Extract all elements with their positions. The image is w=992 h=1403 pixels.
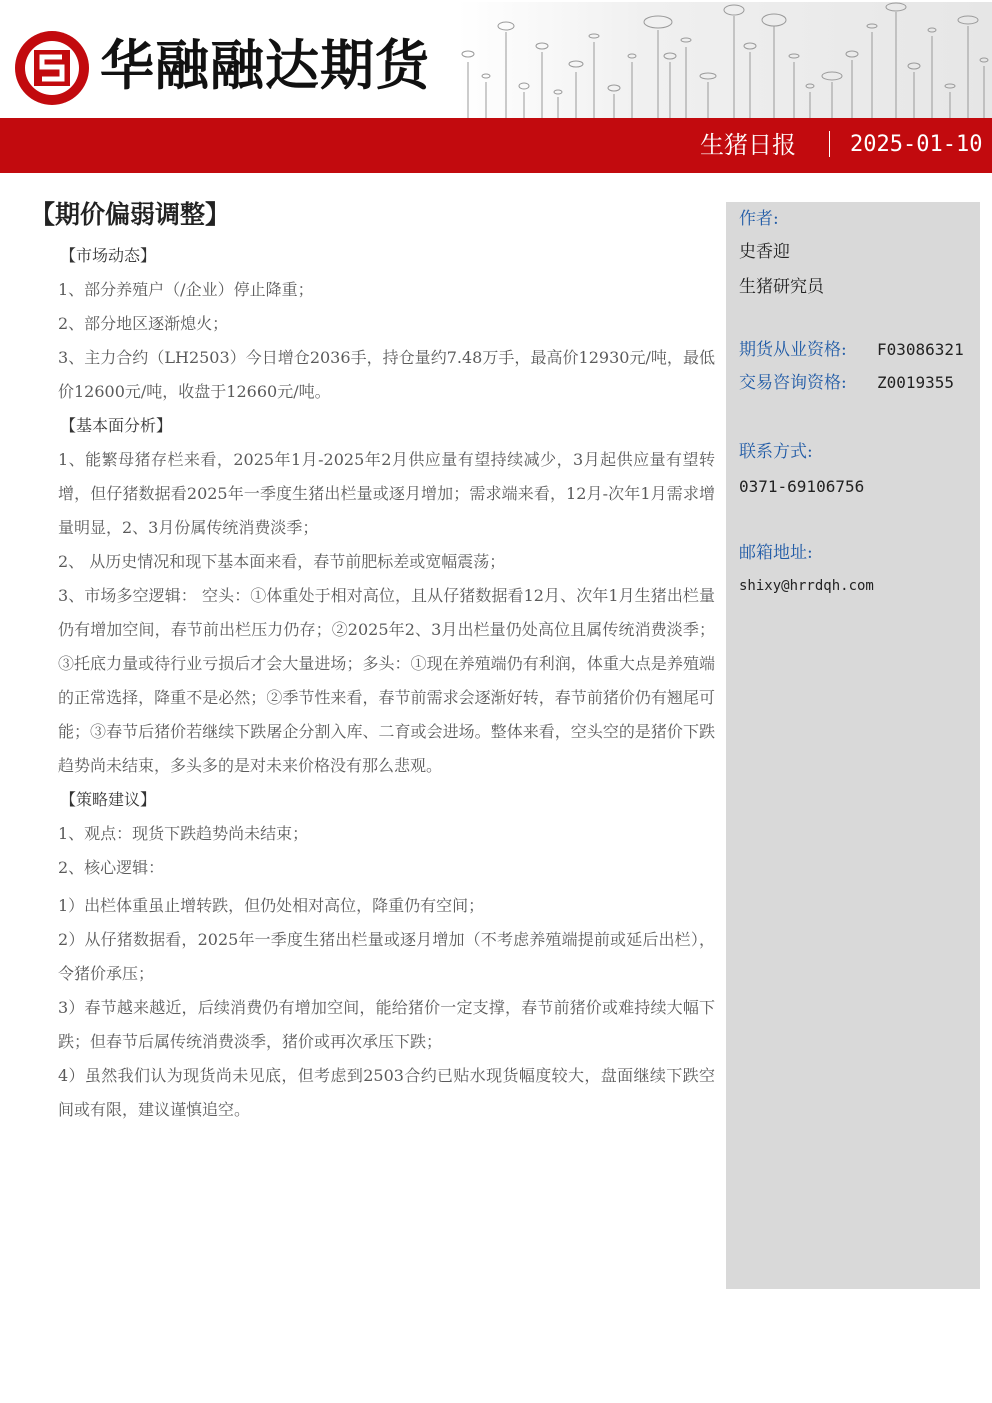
strategy-point: 2）从仔猪数据看，2025年一季度生猪出栏量或逐月增加（不考虑养殖端提前或延后出栏），令猪价承压； [58, 930, 715, 983]
brand-logo-icon [12, 28, 92, 108]
consult-license-label: 交易咨询资格: [739, 373, 847, 393]
author-label: 作者: [739, 209, 779, 229]
futures-license-label: 期货从业资格: [739, 340, 847, 360]
strategy-item: 2、核心逻辑： [58, 858, 165, 877]
report-body [30, 195, 715, 1127]
report-title: 生猪日报 [700, 131, 796, 159]
page-header [0, 0, 992, 118]
header-decoration [458, 2, 992, 118]
section-heading-market: 【市场动态】 [60, 246, 157, 265]
contact-phone: 0371-69106756 [739, 477, 865, 496]
brand-name: 华融融达期货 [100, 34, 430, 97]
author-role: 生猪研究员 [739, 277, 824, 297]
report-date: 2025-01-10 [850, 132, 983, 157]
fundamentals-item: 3、市场多空逻辑： 空头：①体重处于相对高位，且从仔猪数据看12月、次年1月生猪出栏量仍有增加空间，春节前出栏压力仍存；②2025年2、3月出栏量仍处高位且属传统消费淡季；③托底力量或待行业亏损后才会大量进场；多头：①现在养殖端仍有利润，体重大点是养殖端的正常选择，降重不是必然；②季节性来看，春节前需求会逐渐好转，春节前猪价仍有翘尾可能；③春节后猪价若继续下跌屠企分割入库、二育或会进场。整体来看，空头空的是猪价下跌趋势尚未结束，多头多的是对未来价格没有那么悲观。 [58, 586, 715, 775]
title-separator [829, 131, 830, 157]
market-item: 3、主力合约（LH2503）今日增仓2036手，持仓量约7.48万手，最高价12930元/吨，最低价12600元/吨，收盘于12660元/吨。 [58, 348, 715, 401]
strategy-item: 1、观点：现货下跌趋势尚未结束； [58, 824, 309, 843]
contact-label: 联系方式: [739, 442, 813, 462]
strategy-point: 1）出栏体重虽止增转跌，但仍处相对高位，降重仍有空间； [58, 896, 485, 915]
email-label: 邮箱地址: [739, 543, 813, 563]
author-sidebar [726, 202, 980, 1289]
report-headline: 【期价偏弱调整】 [30, 200, 231, 229]
author-name: 史香迎 [739, 242, 790, 262]
section-heading-fundamentals: 【基本面分析】 [60, 416, 173, 435]
section-heading-strategy: 【策略建议】 [60, 790, 157, 809]
fundamentals-item: 1、能繁母猪存栏来看，2025年1月-2025年2月供应量有望持续减少，3月起供应量有望转增，但仔猪数据看2025年一季度生猪出栏量或逐月增加；需求端来看，12月-次年1月需求增量明显，2、3月份属传统消费淡季； [58, 450, 715, 537]
consult-license-number: Z0019355 [877, 373, 955, 392]
futures-license-number: F03086321 [877, 340, 964, 359]
strategy-point: 3）春节越来越近，后续消费仍有增加空间，能给猪价一定支撑，春节前猪价或难持续大幅下跌；但春节后属传统消费淡季，猪价或再次承压下跌； [58, 998, 715, 1051]
market-item: 2、部分地区逐渐熄火； [58, 314, 229, 333]
email-address: shixy@hrrdqh.com [739, 578, 874, 594]
market-item: 1、部分养殖户（/企业）停止降重； [58, 280, 314, 299]
strategy-point: 4）虽然我们认为现货尚未见底，但考虑到2503合约已贴水现货幅度较大，盘面继续下跌空间或有限，建议谨慎追空。 [58, 1066, 715, 1119]
title-bar [0, 118, 992, 173]
fundamentals-item: 2、 从历史情况和现下基本面来看，春节前肥标差或宽幅震荡； [58, 552, 506, 571]
